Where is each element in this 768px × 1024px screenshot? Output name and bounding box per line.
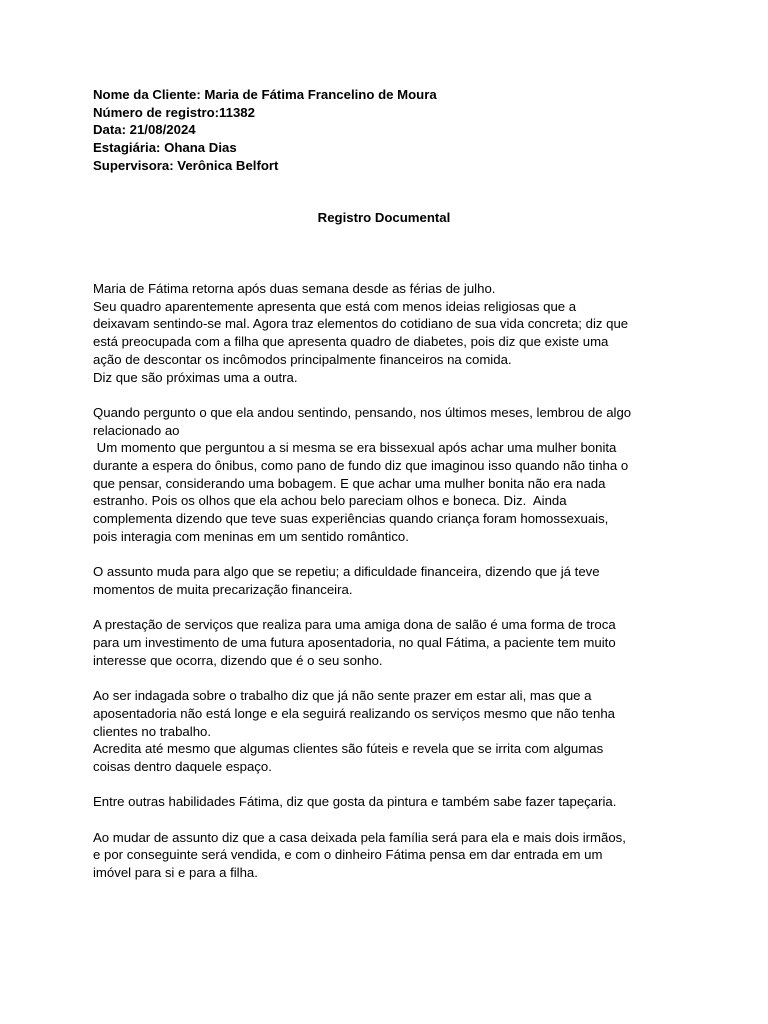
text-line: relacionado ao [93,422,180,438]
paragraph [93,404,683,546]
document-title: Registro Documental [317,210,451,225]
paragraph [93,280,683,386]
text-line: aposentadoria não está longe e ela seguirá realizando os serviços mesmo que não tenha [93,705,615,721]
text-line: imóvel para si e para a filha. [93,865,258,881]
paragraph [93,616,683,669]
text-line: deixavam sentindo-se mal. Agora traz elementos do cotidiano de sua vida concreta; diz que [93,316,629,332]
document-body [93,280,683,900]
text-line: momentos de muita precarização financeira. [93,581,353,597]
text-line: interesse que ocorra, dizendo que é o seu sonho. [93,652,383,668]
text-line: estranho. Pois os olhos que ela achou belo pareciam olhos e boneca. Diz. Ainda [93,493,567,509]
paragraph [93,563,683,598]
text-line: e por conseguinte será vendida, e com o dinheiro Fátima pensa em dar entrada em um [93,847,603,863]
paragraph [93,829,683,882]
text-line: Acredita até mesmo que algumas clientes são fúteis e revela que se irrita com algumas [93,741,604,757]
registry-number: Número de registro:11382 [93,104,255,120]
text-line: que pensar, considerando uma bobagem. E que achar uma mulher bonita não era nada [93,475,606,491]
text-line: A prestação de serviços que realiza para uma amiga dona de salão é uma forma de troca [93,617,616,633]
text-line: para um investimento de uma futura aposentadoria, no qual Fátima, a paciente tem muito [93,635,616,651]
text-line: Ao ser indagada sobre o trabalho diz que já não sente prazer em estar ali, mas que a [93,688,592,704]
text-line: Maria de Fátima retorna após duas semana desde as férias de julho. [93,281,496,296]
supervisor-name: Supervisora: Verônica Belfort [93,157,279,173]
text-line: O assunto muda para algo que se repetiu; a dificuldade financeira, dizendo que já teve [93,564,600,580]
text-line: Diz que são próximas uma a outra. [93,369,298,385]
text-line: durante a espera do ônibus, como pano de fundo diz que imaginou isso quando não tinha o [93,458,629,474]
record-date: Data: 21/08/2024 [93,122,196,138]
text-line: Entre outras habilidades Fátima, diz que gosta da pintura e também sabe fazer tapeçaria. [93,794,617,810]
text-line: Ao mudar de assunto diz que a casa deixada pela família será para ela e mais dois irmãos, [93,829,626,845]
text-line: Um momento que perguntou a si mesma se era bissexual após achar uma mulher bonita [93,440,617,456]
text-line: coisas dentro daquele espaço. [93,758,272,774]
client-name: Nome da Cliente: Maria de Fátima Francelino de Moura [93,87,437,102]
text-line: está preocupada com a filha que apresenta quadro de diabetes, pois diz que existe uma [93,334,609,350]
text-line: complementa dizendo que teve suas experiências quando criança foram homossexuais, [93,511,609,527]
text-line: ação de descontar os incômodos principalmente financeiros na comida. [93,351,512,367]
text-line: clientes no trabalho. [93,723,212,739]
record-header [93,86,437,175]
intern-name: Estagiária: Ohana Dias [93,140,237,156]
text-line: Seu quadro aparentemente apresenta que está com menos ideias religiosas que a [93,298,577,314]
paragraph [93,687,683,776]
text-line: Quando pergunto o que ela andou sentindo, pensando, nos últimos meses, lembrou de algo [93,404,632,420]
paragraph [93,793,683,811]
text-line: pois interagia com meninas em um sentido romântico. [93,528,409,544]
